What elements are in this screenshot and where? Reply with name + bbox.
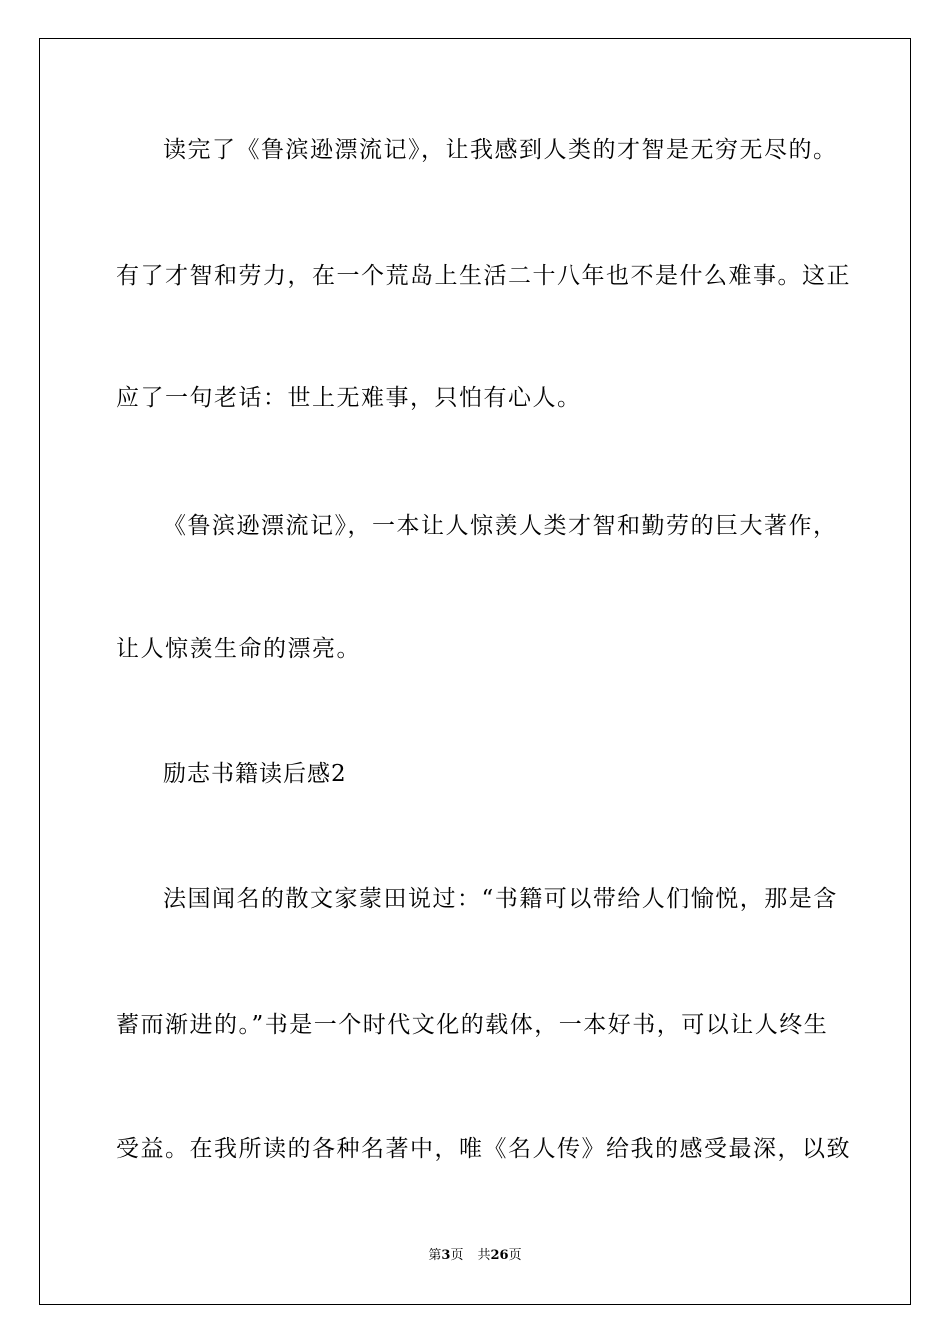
paragraph-3-line-3: 受益。在我所读的各种名著中，唯《名人传》给我的感受最深，以致: [116, 1136, 851, 1162]
paragraph-3-line-2: 蓄而渐进的。”书是一个时代文化的载体，一本好书，可以让人终生: [116, 1012, 829, 1038]
total-pages: 26: [490, 1248, 509, 1263]
paragraph-1-line-2: 有了才智和劳力，在一个荒岛上生活二十八年也不是什么难事。这正: [116, 263, 851, 289]
page-number: 3: [441, 1248, 451, 1263]
paragraph-3-line-1: 法国闻名的散文家蒙田说过：“书籍可以带给人们愉悦，那是含: [163, 886, 838, 912]
paragraph-1-line-1: 读完了《鲁滨逊漂流记》，让我感到人类的才智是无穷无尽的。: [163, 137, 838, 163]
page-suffix: 页: [450, 1248, 464, 1263]
section-heading: 励志书籍读后感2: [163, 761, 347, 787]
page-prefix: 第: [428, 1248, 442, 1263]
total-suffix: 页: [508, 1248, 522, 1263]
page-border: [39, 38, 911, 1305]
paragraph-2-line-1: 《鲁滨逊漂流记》，一本让人惊羡人类才智和勤劳的巨大著作，: [163, 513, 838, 539]
page-footer: [0, 1247, 950, 1265]
paragraph-2-line-2: 让人惊羡生命的漂亮。: [116, 636, 361, 662]
total-prefix: 共: [477, 1248, 491, 1263]
paragraph-1-line-3: 应了一句老话：世上无难事，只怕有心人。: [116, 385, 582, 411]
